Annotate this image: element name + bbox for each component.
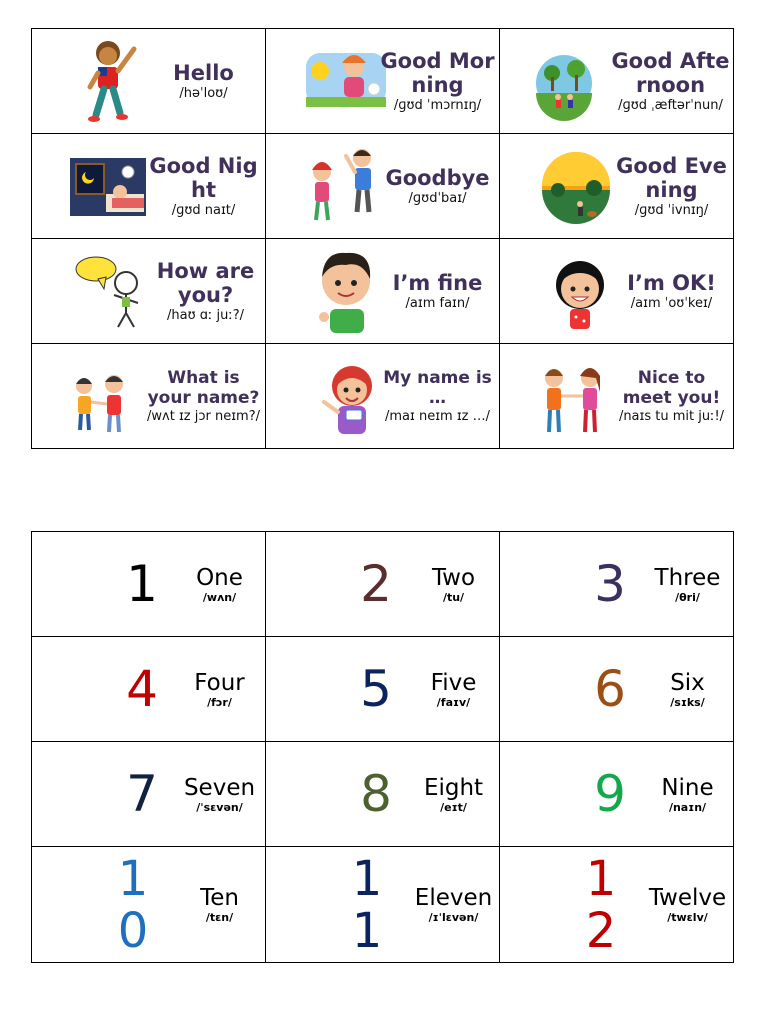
number-digit: 5	[360, 660, 392, 718]
greeting-card	[32, 344, 266, 449]
greeting-ipa: /ɡʊd ˈmɔrnɪŋ/	[393, 97, 482, 113]
number-word: Twelve	[648, 885, 727, 911]
greetings-table	[31, 28, 734, 449]
greeting-ipa: /ɡʊd naɪt/	[171, 202, 236, 218]
greeting-title: Nice to meet you!	[622, 367, 721, 408]
greeting-ipa: /naɪs tu mit juː!/	[618, 408, 725, 424]
greeting-card	[32, 29, 266, 134]
number-digit: 12	[585, 850, 617, 959]
number-word: Two	[431, 564, 476, 591]
greeting-ipa: /maɪ neɪm ɪz …/	[384, 408, 490, 424]
greeting-ipa: /ɡʊd ˌæftərˈnun/	[618, 97, 723, 113]
greeting-title: My name is …	[383, 367, 492, 408]
number-digit: 10	[117, 850, 149, 959]
number-digit: 11	[351, 850, 383, 959]
greeting-card	[266, 239, 500, 344]
greeting-card	[266, 344, 500, 449]
greeting-card	[500, 344, 734, 449]
number-word: Eight	[423, 774, 484, 801]
number-ipa: /sɪks/	[670, 695, 705, 709]
number-card	[500, 637, 734, 742]
greeting-ipa: /wʌt ɪz jɔr neɪm?/	[147, 408, 260, 424]
greeting-ipa: /ɡʊd ˈivnɪŋ/	[634, 202, 709, 218]
greeting-title: Goodbye	[385, 165, 490, 190]
number-word: Seven	[183, 774, 256, 801]
number-card	[266, 637, 500, 742]
number-card	[500, 742, 734, 847]
number-digit: 6	[594, 660, 626, 718]
number-card	[266, 532, 500, 637]
number-word: Ten	[200, 885, 239, 911]
number-word: Four	[194, 669, 245, 696]
number-ipa: /θri/	[675, 590, 700, 604]
number-word: One	[196, 564, 243, 591]
greeting-title: Good Night	[149, 153, 258, 202]
greeting-title: I’m fine	[392, 270, 483, 295]
number-ipa: /fɔr/	[207, 695, 232, 709]
number-card	[32, 847, 266, 963]
greeting-ipa: /aɪm faɪn/	[405, 295, 470, 311]
number-digit: 1	[126, 555, 158, 613]
greeting-title: Good Evening	[616, 153, 727, 202]
number-ipa: /tu/	[442, 590, 465, 604]
number-digit: 9	[594, 765, 626, 823]
number-card	[266, 847, 500, 963]
number-card	[266, 742, 500, 847]
number-word: Three	[654, 564, 721, 591]
greeting-ipa: /ɡʊdˈbaɪ/	[408, 190, 467, 206]
number-ipa: /tɛn/	[205, 911, 234, 924]
greeting-card	[500, 134, 734, 239]
number-word: Eleven	[414, 885, 493, 911]
number-word: Six	[670, 669, 705, 696]
number-ipa: /ˈsɛvən/	[196, 800, 243, 814]
greeting-card	[500, 239, 734, 344]
greeting-card	[266, 134, 500, 239]
numbers-table	[31, 531, 734, 963]
greeting-card	[32, 239, 266, 344]
number-word: Five	[430, 669, 477, 696]
number-ipa: /wʌn/	[202, 590, 237, 604]
number-card	[32, 532, 266, 637]
number-card	[32, 637, 266, 742]
number-word: Nine	[661, 774, 714, 801]
stick-figure-speech-icon	[68, 247, 160, 335]
greeting-card	[500, 29, 734, 134]
number-digit: 7	[126, 765, 158, 823]
number-card	[32, 742, 266, 847]
greeting-card	[266, 29, 500, 134]
number-digit: 3	[594, 555, 626, 613]
greeting-ipa: /haʊ ɑː juː?/	[166, 307, 245, 323]
greeting-title: What is your name?	[147, 367, 260, 408]
number-ipa: /naɪn/	[668, 800, 707, 814]
greeting-ipa: /həˈloʊ/	[179, 85, 228, 101]
number-ipa: /ɪˈlɛvən/	[428, 911, 479, 924]
greeting-card	[32, 134, 266, 239]
greeting-title: I’m OK!	[627, 270, 716, 295]
number-ipa: /twɛlv/	[667, 911, 708, 924]
number-card	[500, 847, 734, 963]
number-ipa: /faɪv/	[436, 695, 471, 709]
greeting-title: Hello	[173, 60, 234, 85]
greeting-title: How are you?	[156, 258, 255, 307]
number-digit: 4	[126, 660, 158, 718]
greeting-ipa: /aɪm ˈoʊˈkeɪ/	[630, 295, 713, 311]
greeting-title: Good Afternoon	[611, 48, 730, 97]
number-digit: 2	[360, 555, 392, 613]
number-card	[500, 532, 734, 637]
number-ipa: /eɪt/	[440, 800, 467, 814]
number-digit: 8	[360, 765, 392, 823]
greeting-title: Good Morning	[380, 48, 495, 97]
